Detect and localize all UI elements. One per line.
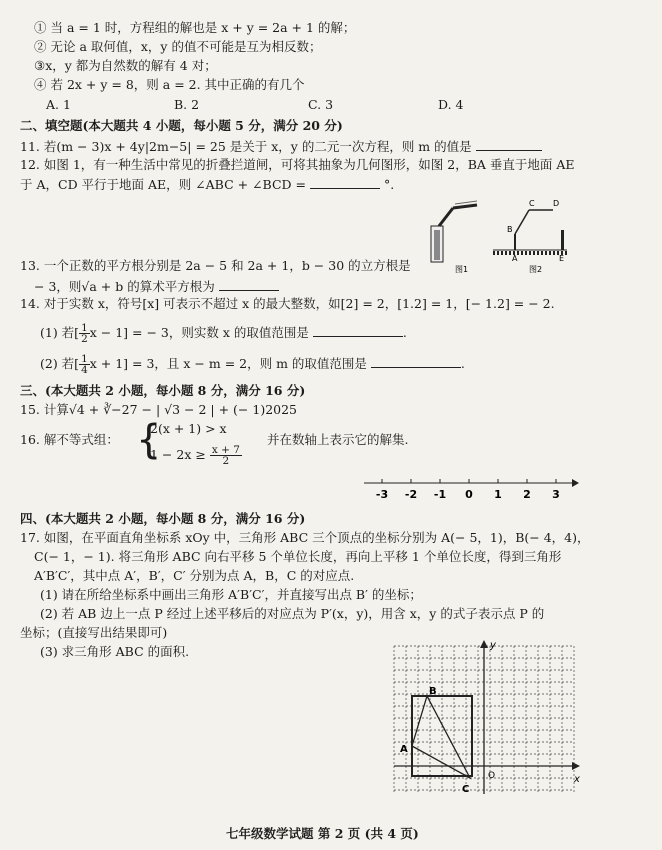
x-axis-label: x <box>574 774 580 785</box>
fraction-x-plus-7: $\frac{x + 7}{2}$ <box>211 444 240 467</box>
figure2-geometry <box>493 199 567 263</box>
system-brace: { <box>136 417 162 463</box>
figure2-label: 图2 <box>529 265 543 274</box>
page-footer: 七年级数学试题 第 2 页 (共 4 页) <box>226 826 419 841</box>
q14-2-answer-blank[interactable] <box>371 355 461 368</box>
number-line-tick-label: 2 <box>523 488 531 501</box>
number-line-tick-label: -2 <box>404 488 418 501</box>
q17-line3: A′B′C′，其中点 A′，B′，C′ 分别为点 A，B，C 的对应点. <box>34 568 355 583</box>
coordinate-grid[interactable] <box>392 638 588 798</box>
figure1-label: 图1 <box>455 265 469 274</box>
q17-part2-line2: 坐标；(直接写出结果即可) <box>20 625 168 640</box>
q15-text: 15. 计算√4 + ∛−27 − | √3 − 2 | + (− 1)2025 <box>20 402 298 417</box>
q14-2-post: x + 1] = 3，且 x − m = 2，则 m 的取值范围是 <box>89 356 367 371</box>
number-line-tick-label: 0 <box>465 488 473 501</box>
q17-part3: (3) 求三角形 ABC 的面积. <box>40 644 190 659</box>
q11-answer-blank[interactable] <box>476 138 542 151</box>
section4-header: 四、(本大题共 2 小题，每小题 8 分，满分 16 分) <box>20 511 306 526</box>
statement-2: ② 无论 a 取何值，x，y 的值不可能是互为相反数； <box>34 39 322 54</box>
q13-line1: 13. 一个正数的平方根分别是 2a − 5 和 2a + 1，b − 30 的立方根是 <box>20 258 411 273</box>
number-line[interactable] <box>360 474 580 502</box>
section3-header: 三、(本大题共 2 小题，每小题 8 分，满分 16 分) <box>20 383 306 398</box>
q14-1-post: x − 1] = − 3，则实数 x 的取值范围是 <box>89 325 309 340</box>
q14-part1: (1) 若[ $\frac{1}{2}$ x − 1] = − 3，则实数 x 的取值范围是 . <box>40 322 407 345</box>
origin-label: O <box>488 771 496 781</box>
q14-2-pre: (2) 若[ <box>40 356 80 371</box>
inequality-2: 1 − 2x ≥ $\frac{x + 7}{2}$ <box>150 444 240 467</box>
q14-1-answer-blank[interactable] <box>313 324 403 337</box>
y-axis-arrow-icon <box>480 640 488 648</box>
y-axis-label: y <box>490 640 496 651</box>
q17-part1: (1) 请在所给坐标系中画出三角形 A′B′C′，并直接写出点 B′ 的坐标； <box>40 587 422 602</box>
q16-post: 并在数轴上表示它的解集. <box>267 432 409 447</box>
q12-line1: 12. 如图 1，有一种生活中常见的折叠拦道闸，可将其抽象为几何图形，如图 2，BA 垂直于地面 AE <box>20 157 575 172</box>
number-line-tick-label: 3 <box>552 488 560 501</box>
option-a: A. 1 <box>46 97 71 112</box>
q11-stem: 11. 若(m − 3)x + 4y|2m−5| = 25 是关于 x，y 的二元一次方程，则 m 的值是 <box>20 139 472 154</box>
q14-1-pre: (1) 若[ <box>40 325 80 340</box>
q13-stem: − 3，则√a + b 的算术平方根为 <box>34 279 215 294</box>
option-c: C. 3 <box>308 97 334 112</box>
inequality-1: 2(x + 1) > x <box>150 421 227 436</box>
q14-part2: (2) 若[ $\frac{1}{4}$ x + 1] = 3，且 x − m = 2，则 m 的取值范围是 . <box>40 353 465 376</box>
fraction-quarter: $\frac{1}{4}$ <box>81 353 88 376</box>
q12-degree: °. <box>383 177 395 192</box>
q13-answer-blank[interactable] <box>219 278 279 291</box>
svg-text:B: B <box>507 225 513 234</box>
fraction-half: $\frac{1}{2}$ <box>81 322 88 345</box>
q17-line1: 17. 如图，在平面直角坐标系 xOy 中，三角形 ABC 三个顶点的坐标分别为 A(− 5，1)，B(− 4，4)， <box>20 530 590 545</box>
point-b-label: B <box>429 686 437 697</box>
q12-line2 <box>20 176 394 193</box>
number-line-tick-label: 1 <box>494 488 502 501</box>
svg-text:A: A <box>512 254 518 263</box>
point-a-label: A <box>400 744 408 755</box>
q12-stem: 于 A，CD 平行于地面 AE，则 ∠ABC + ∠BCD = <box>20 177 306 192</box>
statement-4: ④ 若 2x + y = 8，则 a = 2. 其中正确的有几个 <box>34 77 305 92</box>
q12-figures <box>425 192 575 276</box>
figure1-barrier-gate <box>431 201 477 262</box>
statement-1: ① 当 a = 1 时，方程组的解也是 x + y = 2a + 1 的解； <box>34 20 356 35</box>
svg-text:C: C <box>529 199 535 208</box>
q12-answer-blank[interactable] <box>310 176 380 189</box>
q11-text <box>20 138 542 155</box>
statement-3: ③x，y 都为自然数的解有 4 对； <box>34 58 217 73</box>
number-line-tick-label: -1 <box>433 488 447 501</box>
q16-pre: 16. 解不等式组： <box>20 432 119 447</box>
q13-line2 <box>34 278 279 295</box>
svg-text:D: D <box>553 199 560 208</box>
q17-part2-line1: (2) 若 AB 边上一点 P 经过上述平移后的对应点为 P′(x，y)，用含 x，y 的式子表示点 P 的 <box>40 606 545 621</box>
x-axis-arrow-icon <box>572 762 580 770</box>
point-c-label: C <box>462 784 470 795</box>
q17-line2: C(− 1，− 1). 将三角形 ABC 向右平移 5 个单位长度，再向上平移 1 个单位长度，得到三角形 <box>34 549 562 564</box>
q14-stem: 14. 对于实数 x，符号[x] 可表示不超过 x 的最大整数，如[2] = 2，[1.2] = 1，[− 1.2] = − 2. <box>20 296 555 311</box>
svg-text:E: E <box>559 254 565 263</box>
section2-header: 二、填空题(本大题共 4 小题，每小题 5 分，满分 20 分) <box>20 118 343 133</box>
option-b: B. 2 <box>174 97 200 112</box>
number-line-tick-label: -3 <box>375 488 389 501</box>
option-d: D. 4 <box>438 97 464 112</box>
